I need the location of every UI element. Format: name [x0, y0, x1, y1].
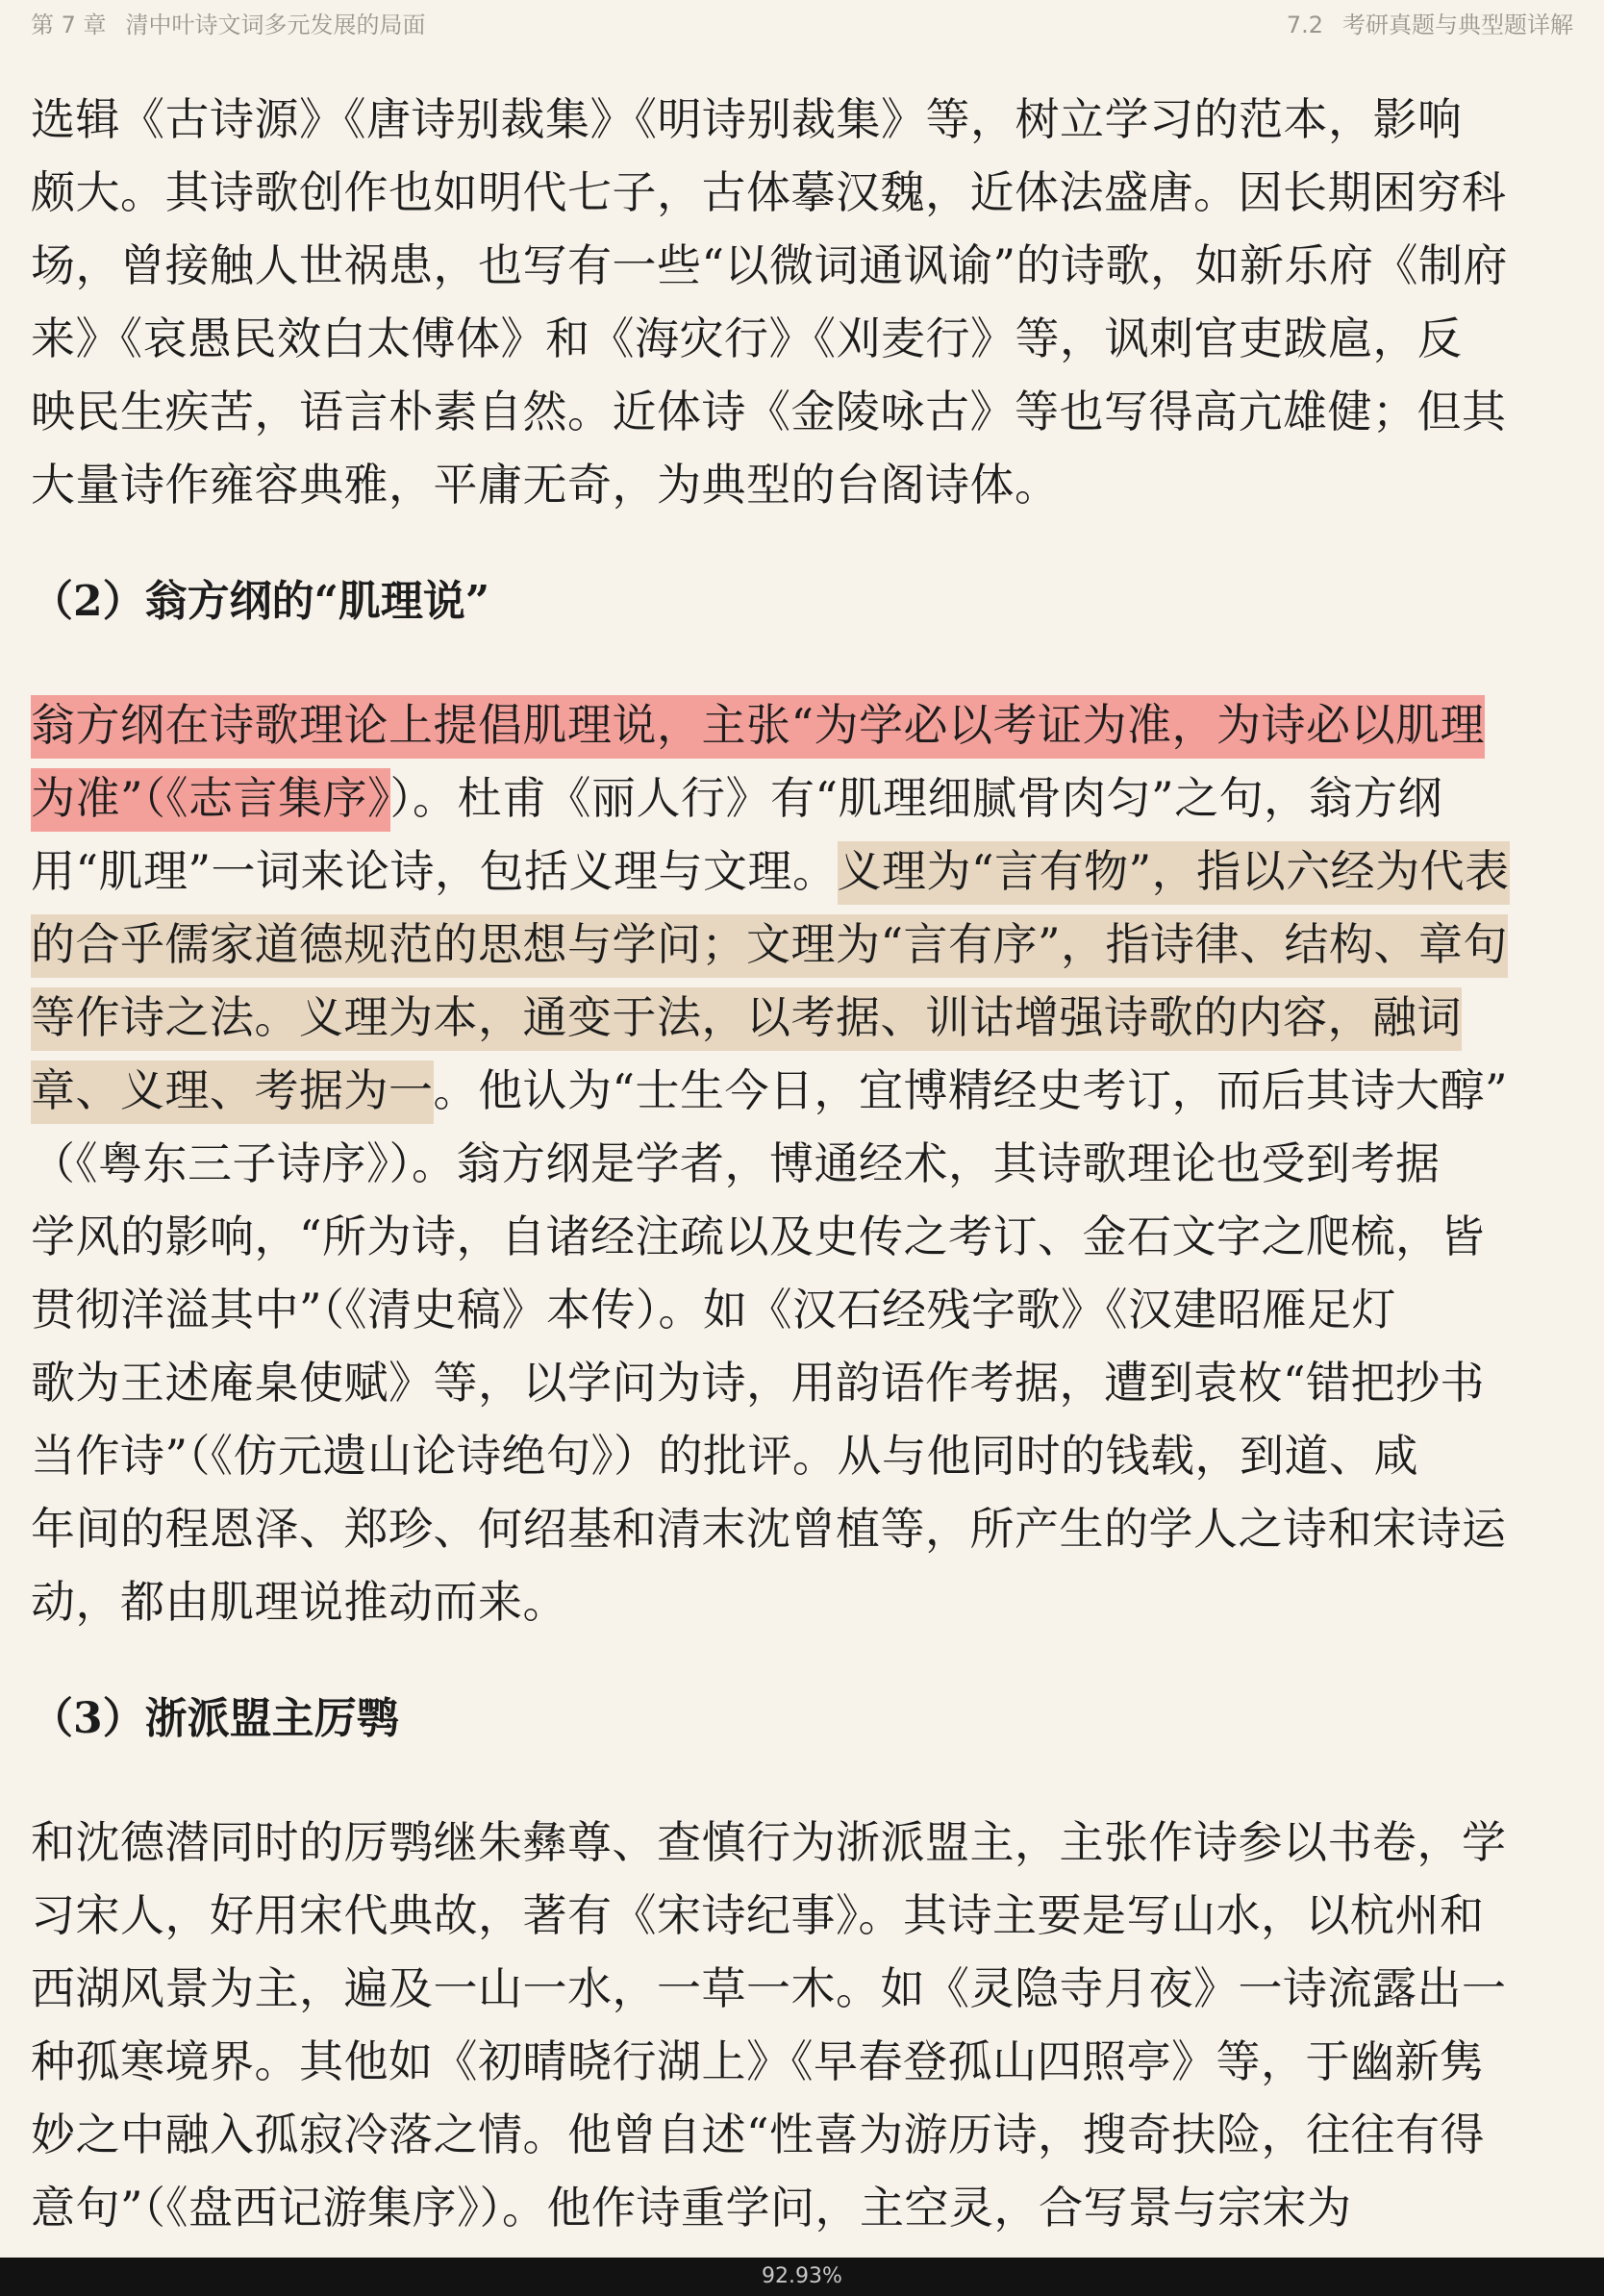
highlight-tan[interactable]: 义理为“言有物”，指以六经为代表 [838, 841, 1510, 905]
text-line [31, 908, 1579, 981]
text-run: 用“肌理”一词来论诗，包括义理与文理。 [31, 845, 838, 897]
text-line: 妙之中融入孤寂冷落之情。他曾自述“性喜为游历诗，搜奇扶险，往往有得 [31, 2109, 1486, 2160]
highlight-tan[interactable]: 等作诗之法。义理为本，通变于法，以考据、训诂增强诗歌的内容，融词 [31, 987, 1462, 1051]
text-line [31, 1054, 1579, 1127]
text-line: 映民生疾苦，语言朴素自然。近体诗《金陵咏古》等也写得高亢雄健；但其 [31, 386, 1507, 437]
text-line: 歌为王述庵臬使赋》等，以学问为诗，用韵语作考据，遭到袁枚“错把抄书 [31, 1357, 1486, 1409]
text-line: 年间的程恩泽、郑珍、何绍基和清末沈曾植等，所产生的学人之诗和宋诗运 [31, 1503, 1507, 1555]
text-line [31, 761, 1579, 835]
section-title: 考研真题与典型题详解 [1342, 12, 1573, 38]
paragraph-shen-deqian[interactable] [31, 83, 1579, 521]
highlight-red[interactable]: 翁方纲在诗歌理论上提倡肌理说，主张“为学必以考证为准，为诗必以肌理 [31, 695, 1485, 759]
chapter-heading [31, 6, 426, 39]
paragraph-li-e[interactable] [31, 1806, 1579, 2244]
text-line: 和沈德潜同时的厉鹗继朱彝尊、查慎行为浙派盟主，主张作诗参以书卷，学 [31, 1816, 1507, 1868]
text-line: 西湖风景为主，遍及一山一水，一草一木。如《灵隐寺月夜》一诗流露出一 [31, 1962, 1507, 2014]
text-line: 意句”（《盘西记游集序》）。他作诗重学问，主空灵，合写景与宗宋为 [31, 2182, 1352, 2234]
text-line [31, 981, 1579, 1054]
text-run: ）。杜甫《丽人行》有“肌理细腻骨肉匀”之句，翁方纲 [389, 772, 1443, 824]
highlight-tan[interactable]: 的合乎儒家道德规范的思想与学问；文理为“言有序”，指诗律、结构、章句 [31, 914, 1508, 978]
text-line: 颇大。其诗歌创作也如明代七子，古体摹汉魏，近体法盛唐。因长期困穷科 [31, 166, 1507, 218]
reading-progress-percent: 92.93% [762, 2264, 842, 2288]
text-line: 贯彻洋溢其中”（《清史稿》本传）。如《汉石经残字歌》《汉建昭雁足灯 [31, 1284, 1397, 1335]
text-line [31, 835, 1579, 908]
text-line: 种孤寒境界。其他如《初晴晓行湖上》《早春登孤山四照亭》等，于幽新隽 [31, 2035, 1485, 2087]
section-number: 7.2 [1286, 12, 1323, 38]
chapter-number: 第 7 章 [31, 12, 107, 38]
section-heading [1287, 6, 1573, 39]
reading-progress-bar [0, 2258, 1604, 2296]
text-line: 动，都由肌理说推动而来。 [31, 1576, 567, 1628]
text-run: 。他认为“士生今日，宜博精经史考订，而后其诗大醇” [433, 1064, 1509, 1116]
text-line: 选辑《古诗源》《唐诗别裁集》《明诗别裁集》等，树立学习的范本，影响 [31, 93, 1463, 145]
text-line: 学风的影响，“所为诗，自诸经注疏以及史传之考订、金石文字之爬梳，皆 [31, 1210, 1486, 1262]
paragraph-weng-fanggang[interactable] [31, 688, 1579, 1638]
page-header [0, 0, 1604, 42]
text-line: 大量诗作雍容典雅，平庸无奇，为典型的台阁诗体。 [31, 459, 1060, 511]
text-line: 当作诗”（《仿元遗山论诗绝句》）的批评。从与他同时的钱载，到道、咸 [31, 1430, 1419, 1482]
chapter-title: 清中叶诗文词多元发展的局面 [125, 12, 426, 38]
section-heading-li-e: （3）浙派盟主厉鹗 [31, 1694, 399, 1743]
text-line: （《粤东三子诗序》）。翁方纲是学者，博通经术，其诗歌理论也受到考据 [31, 1137, 1441, 1189]
text-line: 场，曾接触人世祸患，也写有一些“以微词通讽谕”的诗歌，如新乐府《制府 [31, 239, 1509, 291]
section-heading-weng-fanggang: （2）翁方纲的“肌理说” [31, 577, 490, 626]
highlight-red[interactable]: 为准”（《志言集序》 [31, 768, 390, 832]
highlight-tan[interactable]: 章、义理、考据为一 [31, 1061, 434, 1124]
text-line: 来》《哀愚民效白太傅体》和《海灾行》《刈麦行》等，讽刺官吏跋扈，反 [31, 312, 1463, 364]
reader-content[interactable] [31, 83, 1579, 2244]
text-line: 习宋人，好用宋代典故，著有《宋诗纪事》。其诗主要是写山水，以杭州和 [31, 1889, 1485, 1941]
text-line [31, 688, 1579, 761]
